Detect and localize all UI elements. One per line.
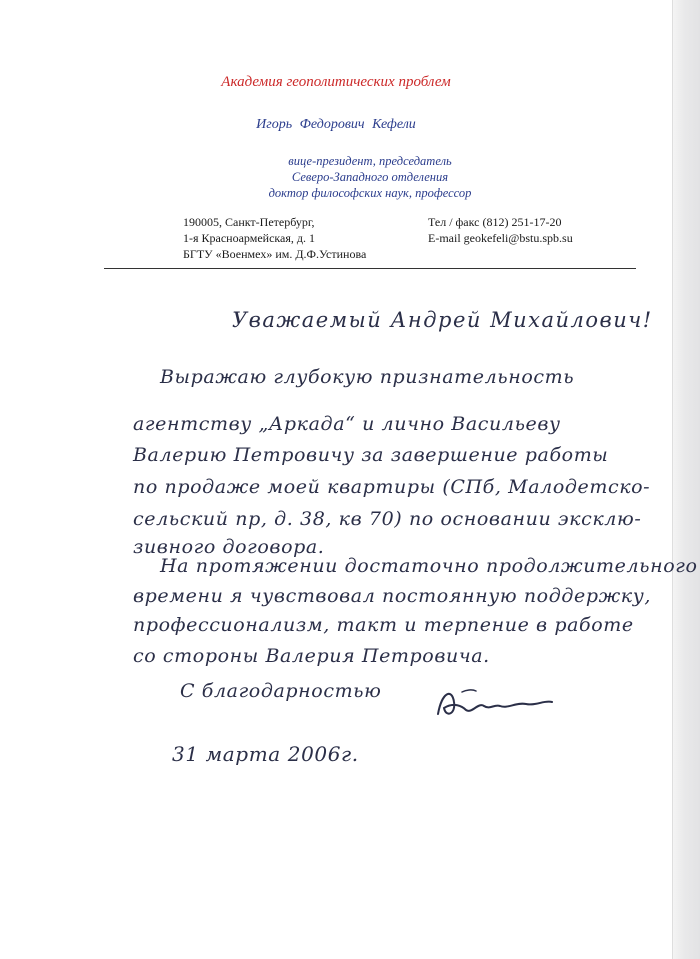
email: E-mail geokefeli@bstu.spb.su <box>428 231 573 245</box>
letter-line: зивного договора. <box>133 536 325 558</box>
letter-line: На протяжении достаточно продолжительного <box>160 555 698 577</box>
letter-closing: С благодарностью <box>180 680 382 702</box>
title-line: доктор философских наук, профессор <box>268 186 472 200</box>
postal-address <box>183 214 366 262</box>
letter-line: по продаже моей квартиры (СПб, Малодетско- <box>133 476 651 498</box>
address-line: 1-я Красноармейская, д. 1 <box>183 231 316 245</box>
letterhead-divider <box>104 268 636 269</box>
letter-line: Валерию Петровичу за завершение работы <box>133 444 609 466</box>
phone-fax: Тел / факс (812) 251-17-20 <box>428 215 562 229</box>
person-name: Игорь Федорович Кефели <box>256 117 416 132</box>
address-line: БГТУ «Военмех» им. Д.Ф.Устинова <box>183 247 367 261</box>
letter-line: Выражаю глубокую признательность <box>160 366 575 388</box>
letter-line: агентству „Аркада“ и лично Васильеву <box>133 413 561 435</box>
letter-greeting: Уважаемый Андрей Михайлович! <box>232 308 653 332</box>
organization-name: Академия геополитических проблем <box>221 74 451 90</box>
title-line: вице-президент, председатель <box>288 154 452 168</box>
title-line: Северо-Западного отделения <box>291 170 449 184</box>
letter-line: времени я чувствовал постоянную поддержку, <box>133 585 651 607</box>
letter-line: сельский пр, д. 38, кв 70) по основании эксклю- <box>133 508 642 530</box>
handwritten-signature <box>432 684 556 724</box>
letter-date: 31 марта 2006г. <box>172 742 359 766</box>
address-line: 190005, Санкт-Петербург, <box>183 215 315 229</box>
letter-line: профессионализм, такт и терпение в работе <box>133 614 634 636</box>
person-titles <box>0 153 700 201</box>
page-edge <box>672 0 700 959</box>
contact-info <box>428 214 573 246</box>
letter-line: со стороны Валерия Петровича. <box>133 645 490 667</box>
